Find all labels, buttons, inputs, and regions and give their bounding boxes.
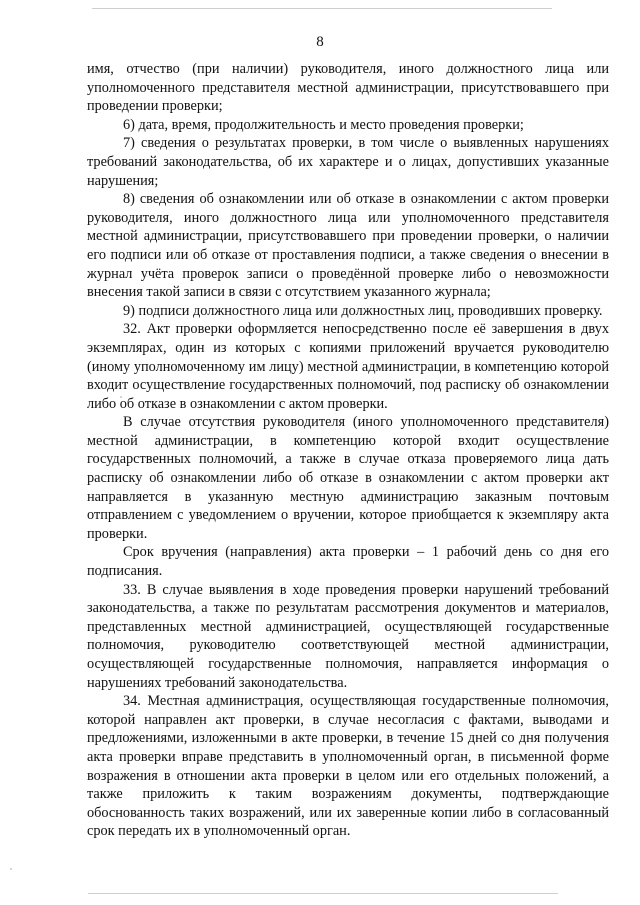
paragraph-continuation: имя, отчество (при наличии) руководителя, иного должностного лица или уполномоченного представителя местной администрации, присутствовавшего при проведении проверки; bbox=[87, 61, 609, 115]
document-body bbox=[87, 60, 609, 841]
scan-artifact-top bbox=[92, 8, 552, 9]
paragraph-delivery-term: Срок вручения (направления) акта проверки – 1 рабочий день со дня его подписания. bbox=[87, 544, 609, 580]
paragraph-item-7: 7) сведения о результатах проверки, в том числе о выявленных нарушениях требований законодательства, об их характере и о лицах, допустивших указанные нарушения; bbox=[87, 135, 609, 189]
paragraph-item-9: 9) подписи должностного лица или должностных лиц, проводивших проверку. bbox=[123, 302, 603, 319]
scan-artifact-dot bbox=[10, 868, 12, 870]
paragraph-clause-34: 34. Местная администрация, осуществляющая государственные полномочия, которой направлен акт проверки, в случае несогласия с фактами, выводами и предложениями, изложенными в акте проверки, в течение 15 дней со дня получения акта проверки вправе представить в уполномоченный орган, в письменной форме возражения в отношении акта проверки в целом или его отдельных положений, а также приложить к таким возражениям документы, подтверждающие обоснованность таких возражений, или их заверенные копии либо в согласованный срок передать их в уполномоченный орган. bbox=[87, 693, 609, 840]
scan-artifact-bottom bbox=[88, 893, 558, 894]
paragraph-clause-33: 33. В случае выявления в ходе проведения проверки нарушений требований законодательства, а также по результатам рассмотрения документов и материалов, представленных местной администрацией, осуществляющей государственные полномочия, руководителю соответствующей местной администрации, осуществляющей государственные полномочия, направляется информация о нарушениях требований законодательства. bbox=[87, 581, 609, 691]
page-number: 8 bbox=[316, 34, 324, 50]
paragraph-absence-case: В случае отсутствия руководителя (иного уполномоченного представителя) местной администрации, в компетенцию которой входит осуществление государственных полномочий, а также в случае отказа проверяемого лица дать расписку об ознакомлении либо об отказе в ознакомлении с актом проверки акт направляется в указанную местную администрацию заказным почтовым отправлением с уведомлением о вручении, которое приобщается к экземпляру акта проверки. bbox=[87, 414, 609, 542]
paragraph-item-6: 6) дата, время, продолжительность и место проведения проверки; bbox=[123, 116, 524, 133]
paragraph-item-8: 8) сведения об ознакомлении или об отказе в ознакомлении с актом проверки руководителя, иного должностного лица или уполномоченного представителя местной администрации, присутствовавшего при проведении проверки, о наличии его подписи или об отказе от проставления подписи, а также сведения о внесении в журнал учёта проверок записи о проведённой проверке либо о невозможности внесения такой записи в связи с отсутствием указанного журнала; bbox=[87, 191, 609, 301]
paragraph-clause-32: 32. Акт проверки оформляется непосредственно после её завершения в двух экземплярах, один из которых с копиями приложений вручается руководителю (иному уполномоченному им лицу) местной администрации, в компетенцию которой входит осуществление государственных полномочий, под расписку об ознакомлении либо об отказе в ознакомлении с актом проверки. bbox=[87, 321, 609, 412]
